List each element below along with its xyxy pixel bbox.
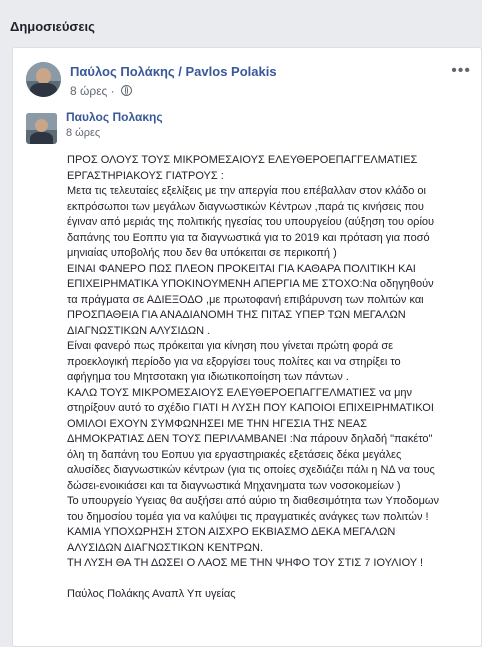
body-line: ΔΗΜΟΚΡΑΤΙΑΣ ΔΕΝ ΤΟΥΣ ΠΕΡΙΛΑΜΒΑΝΕΙ :Να πάρουν δηλαδή "πακέτο" — [67, 433, 433, 445]
body-line: ΚΑΜΙΑ ΥΠΟΧΩΡΗΣΗ ΣΤΟΝ ΑΙΣΧΡΟ ΕΚΒΙΑΣΜΟ ΔΕΚΑ ΜΕΓΑΛΩΝ — [67, 526, 396, 538]
globe-icon — [121, 85, 132, 96]
section-title: Δημοσιεύσεις — [10, 19, 95, 34]
shared-author-avatar[interactable] — [26, 113, 57, 144]
shared-author-link[interactable]: Παυλος Πολακης — [66, 110, 163, 124]
author-avatar[interactable] — [26, 62, 61, 97]
body-line: ΕΡΓΑΣΤΗΡΙΑΚΟΥΣ ΓΙΑΤΡΟΥΣ : — [67, 169, 224, 182]
body-line: δαπάνης του Εοππυ για τα διαγνωστικά για το 2019 και πρόταση για ποσό — [67, 231, 430, 244]
body-line: τα πράγματα σε ΑΔΙΕΞΟΔΟ ,με πρωτοφανή επιβάρυνση των πολιτών και — [67, 293, 424, 306]
body-line: ΕΠΙΧΕΙΡΗΜΑΤΙΚΑ ΥΠΟΚΙΝΟΥΜΕΝΗ ΑΠΕΡΓΙΑ ΜΕ ΣΤΟΧΟ:Να οδηγηθούν — [67, 278, 434, 290]
body-line: στηρίξουν αυτό το σχέδιο ΓΙΑΤΙ Η ΛΥΣΗ ΠΟΥ ΚΑΠΟΙΟΙ ΕΠΙΧΕΙΡΗΜΑΤΙΚΟΙ — [67, 402, 434, 414]
body-line: αλυσίδες διαγνωστικών κέντρων (για τις οποίες σχεδιάζει πάλι η ΝΔ να τους — [67, 464, 435, 476]
body-line: Το υπουργείο Υγειας θα αυξήσει από αύριο τη διαθεσιμότητα των Υποδομων — [67, 495, 439, 507]
body-line: μηνιαίας υποβολής που δεν θα υπόκειται σε περικοπή ) — [67, 247, 337, 259]
signature-line: Παύλος Πολάκης Αναπλ Υπ υγείας — [67, 587, 236, 600]
body-line: Είναι φανερό πως πρόκειται για κίνηση που γίνεται πρώτη φορά σε — [67, 340, 394, 352]
body-line: όλη τη δαπάνη του Εοπυυ για εργαστηριακές εξετάσεις δέκα μεγάλες — [67, 448, 402, 461]
body-line: προεκλογική περίοδο για να εξοργίσει τους πολίτες και να στηρίξει το — [67, 355, 401, 368]
more-options-icon[interactable]: ••• — [451, 62, 471, 79]
body-line: αφήγημα του Μητσοτακη για ιδιωτικοποίηση των πάντων . — [67, 371, 349, 383]
body-line: ΠΡΟΣ ΟΛΟΥΣ ΤΟΥΣ ΜΙΚΡΟΜΕΣΑΙΟΥΣ ΕΛΕΥΘΕΡΟΕΠΑΓΓΕΛΜΑΤΙΕΣ — [67, 154, 418, 166]
body-line: δώσει-ενοικιάσει και τα διαγνωστικά Μηχανηματα των νοσοκομείων ) — [67, 479, 401, 492]
post-time[interactable]: 8 ώρες · — [70, 84, 115, 98]
post-author-link[interactable]: Παύλος Πολάκης / Pavlos Polakis — [70, 64, 277, 79]
body-line: του δημοσίου τομέα για να καλύψει τις πραγματικές ανάγκες των πολιτών ! — [67, 510, 429, 523]
body-line: έγιναν από μεριάς της πολιτικής ηγεσίας του υπουργείου (αύξηση του ορίου — [67, 216, 435, 228]
body-line: ΚΑΛΩ ΤΟΥΣ ΜΙΚΡΟΜΕΣΑΙΟΥΣ ΕΛΕΥΘΕΡΟΕΠΑΓΓΕΛΜΑΤΙΕΣ να μην — [67, 386, 413, 399]
body-line: ΔΙΑΓΝΩΣΤΙΚΩΝ ΑΛΥΣΙΔΩΝ . — [67, 324, 211, 337]
post-card — [12, 47, 482, 647]
body-line: ΕΙΝΑΙ ΦΑΝΕΡΟ ΠΩΣ ΠΛΕΟΝ ΠΡΟΚΕΙΤΑΙ ΓΙΑ ΚΑΘΑΡΑ ΠΟΛΙΤΙΚΗ ΚΑΙ — [67, 262, 416, 275]
body-line: Μετα τις τελευταίες εξελίξεις με την απεργία που επέβαλλαν στον κλάδο οι — [67, 185, 426, 197]
shared-post-time[interactable]: 8 ώρες — [66, 127, 101, 139]
body-line: εκπρόσωποι των μεγάλων διαγνωστικών Κέντρων ,παρά τις κινήσεις που — [67, 200, 424, 213]
body-line: ΤΗ ΛΥΣΗ ΘΑ ΤΗ ΔΩΣΕΙ Ο ΛΑΟΣ ΜΕ ΤΗΝ ΨΗΦΟ ΤΟΥ ΣΤΙΣ 7 ΙΟΥΛΙΟΥ ! — [67, 557, 424, 569]
body-line: ΟΜΙΛΟΙ ΕΧΟΥΝ ΣΥΜΦΩΝΗΣΕΙ ΜΕ ΤΗΝ ΗΓΕΣΙΑ ΤΗΣ ΝΕΑΣ — [67, 417, 367, 430]
post-meta — [70, 84, 132, 98]
post-body-text — [67, 153, 477, 602]
body-line: ΑΛΥΣΙΔΩΝ ΔΙΑΓΝΩΣΤΙΚΩΝ ΚΕΝΤΡΩΝ. — [67, 541, 264, 554]
body-line: ΠΡΟΣΠΑΘΕΙΑ ΓΙΑ ΑΝΑΔΙΑΝΟΜΗ ΤΗΣ ΠΙΤΑΣ ΥΠΕΡ ΤΩΝ ΜΕΓΑΛΩΝ — [67, 309, 406, 321]
